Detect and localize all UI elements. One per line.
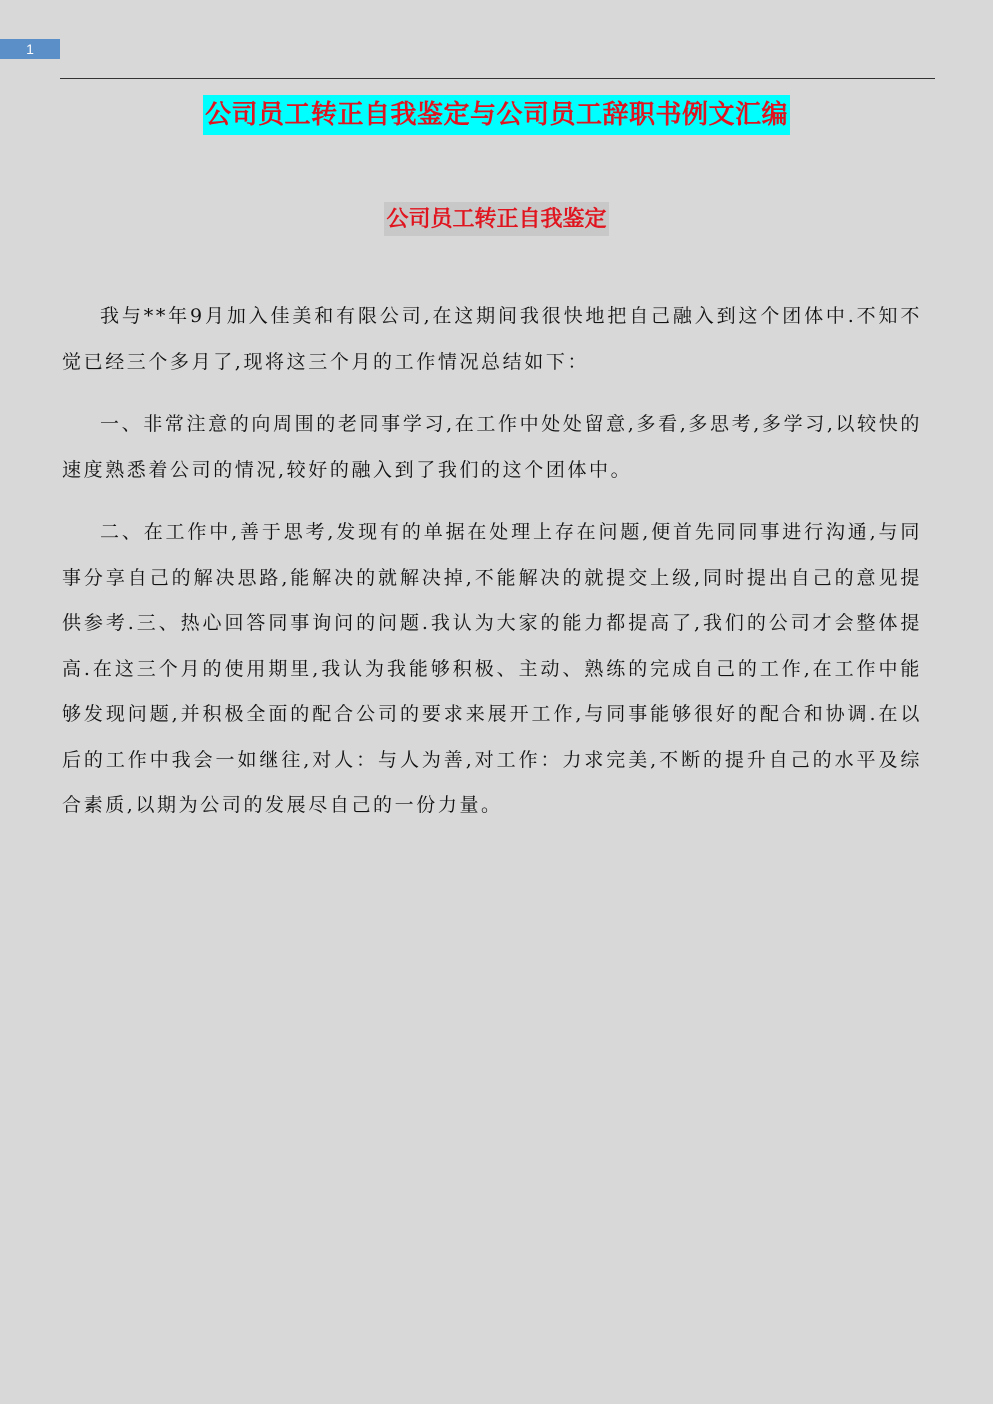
- document-body: [62, 294, 922, 846]
- paragraph-intro: 我与**年9月加入佳美和有限公司,在这期间我很快地把自己融入到这个团体中.不知不觉已经三个多月了,现将这三个月的工作情况总结如下：: [62, 305, 922, 373]
- document-title: 公司员工转正自我鉴定与公司员工辞职书例文汇编: [203, 95, 790, 135]
- header-divider: [60, 78, 935, 79]
- section-title: 公司员工转正自我鉴定: [384, 202, 608, 236]
- section-title-container: [0, 202, 993, 236]
- main-title-container: [0, 95, 993, 135]
- paragraph-point-one: 一、非常注意的向周围的老同事学习,在工作中处处留意,多看,多思考,多学习,以较快的速度熟悉着公司的情况,较好的融入到了我们的这个团体中。: [62, 413, 922, 481]
- page-number-badge: 1: [0, 39, 60, 59]
- paragraph-point-two: 二、在工作中,善于思考,发现有的单据在处理上存在问题,便首先同同事进行沟通,与同事分享自己的解决思路,能解决的就解决掉,不能解决的就提交上级,同时提出自己的意见提供参考.三、热心回答同事询问的问题.我认为大家的能力都提高了,我们的公司才会整体提高.在这三个月的使用期里,我认为我能够积极、主动、熟练的完成自己的工作,在工作中能够发现问题,并积极全面的配合公司的要求来展开工作,与同事能够很好的配合和协调.在以后的工作中我会一如继往,对人：与人为善,对工作：力求完美,不断的提升自己的水平及综合素质,以期为公司的发展尽自己的一份力量。: [62, 521, 922, 816]
